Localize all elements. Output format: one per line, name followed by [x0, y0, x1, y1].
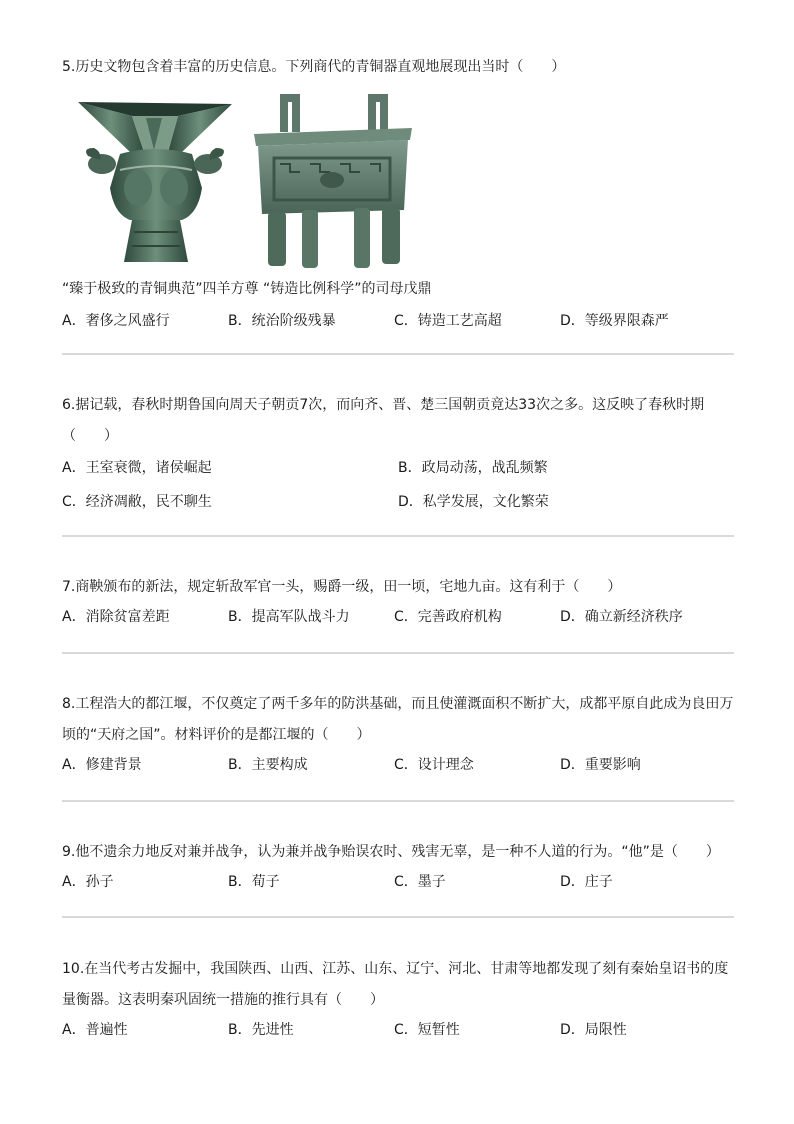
option-b[interactable]: B．政局动荡，战乱频繁	[398, 460, 548, 476]
question-6-stem: 6.据记载，春秋时期鲁国向周天子朝贡7次，而向齐、晋、楚三国朝贡竟达33次之多。这反映了春秋时期	[62, 397, 705, 413]
question-7	[62, 572, 734, 629]
option-c[interactable]: C．设计理念	[394, 757, 474, 773]
option-d[interactable]: D．重要影响	[560, 757, 641, 773]
question-8	[62, 689, 734, 777]
option-b[interactable]: B．提高军队战斗力	[228, 609, 350, 625]
artifact-caption: “臻于极致的青铜典范”四羊方尊 “铸造比例科学”的司母戊鼎	[62, 281, 432, 297]
option-d[interactable]: D．私学发展，文化繁荣	[398, 494, 549, 510]
question-10-stem-cont: 量衡器。这表明秦巩固统一措施的推行具有（ ）	[62, 992, 384, 1008]
question-5	[62, 52, 734, 83]
four-ram-square-zun-image	[74, 92, 236, 272]
simuwu-ding-image	[250, 92, 416, 274]
question-7-stem: 7.商鞅颁布的新法，规定斩敌军官一头，赐爵一级，田一顷，宅地九亩。这有利于（ ）	[62, 579, 622, 595]
question-8-stem: 8.工程浩大的都江堰，不仅奠定了两千多年的防洪基础，而且使灌溉面积不断扩大，成都平原自此成为良田万	[62, 696, 734, 712]
question-10	[62, 954, 734, 1042]
divider	[62, 353, 734, 355]
option-a[interactable]: A．修建背景	[62, 757, 142, 773]
option-d[interactable]: D．等级界限森严	[560, 313, 669, 329]
option-b[interactable]: B．先进性	[228, 1022, 294, 1038]
option-a[interactable]: A．奢侈之风盛行	[62, 313, 170, 329]
divider	[62, 916, 734, 918]
question-9-stem: 9.他不遗余力地反对兼并战争，认为兼并战争贻误农时、残害无辜，是一种不人道的行为。“他”是（ ）	[62, 844, 720, 860]
question-5-stem: 5.历史文物包含着丰富的历史信息。下列商代的青铜器直观地展现出当时（ ）	[62, 59, 566, 75]
question-8-stem-cont: 顷的“天府之国”。材料评价的是都江堰的（ ）	[62, 727, 371, 743]
option-a[interactable]: A．孙子	[62, 874, 114, 890]
divider	[62, 535, 734, 537]
divider	[62, 800, 734, 802]
option-c[interactable]: C．墨子	[394, 874, 446, 890]
option-c[interactable]: C．铸造工艺高超	[394, 313, 502, 329]
option-c[interactable]: C．短暂性	[394, 1022, 460, 1038]
option-b[interactable]: B．统治阶级残暴	[228, 313, 336, 329]
divider	[62, 652, 734, 654]
option-a[interactable]: A．普遍性	[62, 1022, 128, 1038]
question-9	[62, 837, 734, 894]
option-c[interactable]: C．完善政府机构	[394, 609, 502, 625]
question-6	[62, 390, 734, 514]
option-d[interactable]: D．局限性	[560, 1022, 627, 1038]
question-5-options	[62, 309, 734, 333]
option-b[interactable]: B．主要构成	[228, 757, 308, 773]
option-d[interactable]: D．庄子	[560, 874, 613, 890]
option-a[interactable]: A．消除贫富差距	[62, 609, 170, 625]
option-a[interactable]: A．王室衰微，诸侯崛起	[62, 460, 212, 476]
question-10-stem: 10.在当代考古发掘中，我国陕西、山西、江苏、山东、辽宁、河北、甘肃等地都发现了刻有秦始皇诏书的度	[62, 961, 729, 977]
option-d[interactable]: D．确立新经济秩序	[560, 609, 683, 625]
question-6-stem-cont: （ ）	[62, 428, 118, 444]
option-b[interactable]: B．荀子	[228, 874, 280, 890]
option-c[interactable]: C．经济凋敝，民不聊生	[62, 494, 212, 510]
